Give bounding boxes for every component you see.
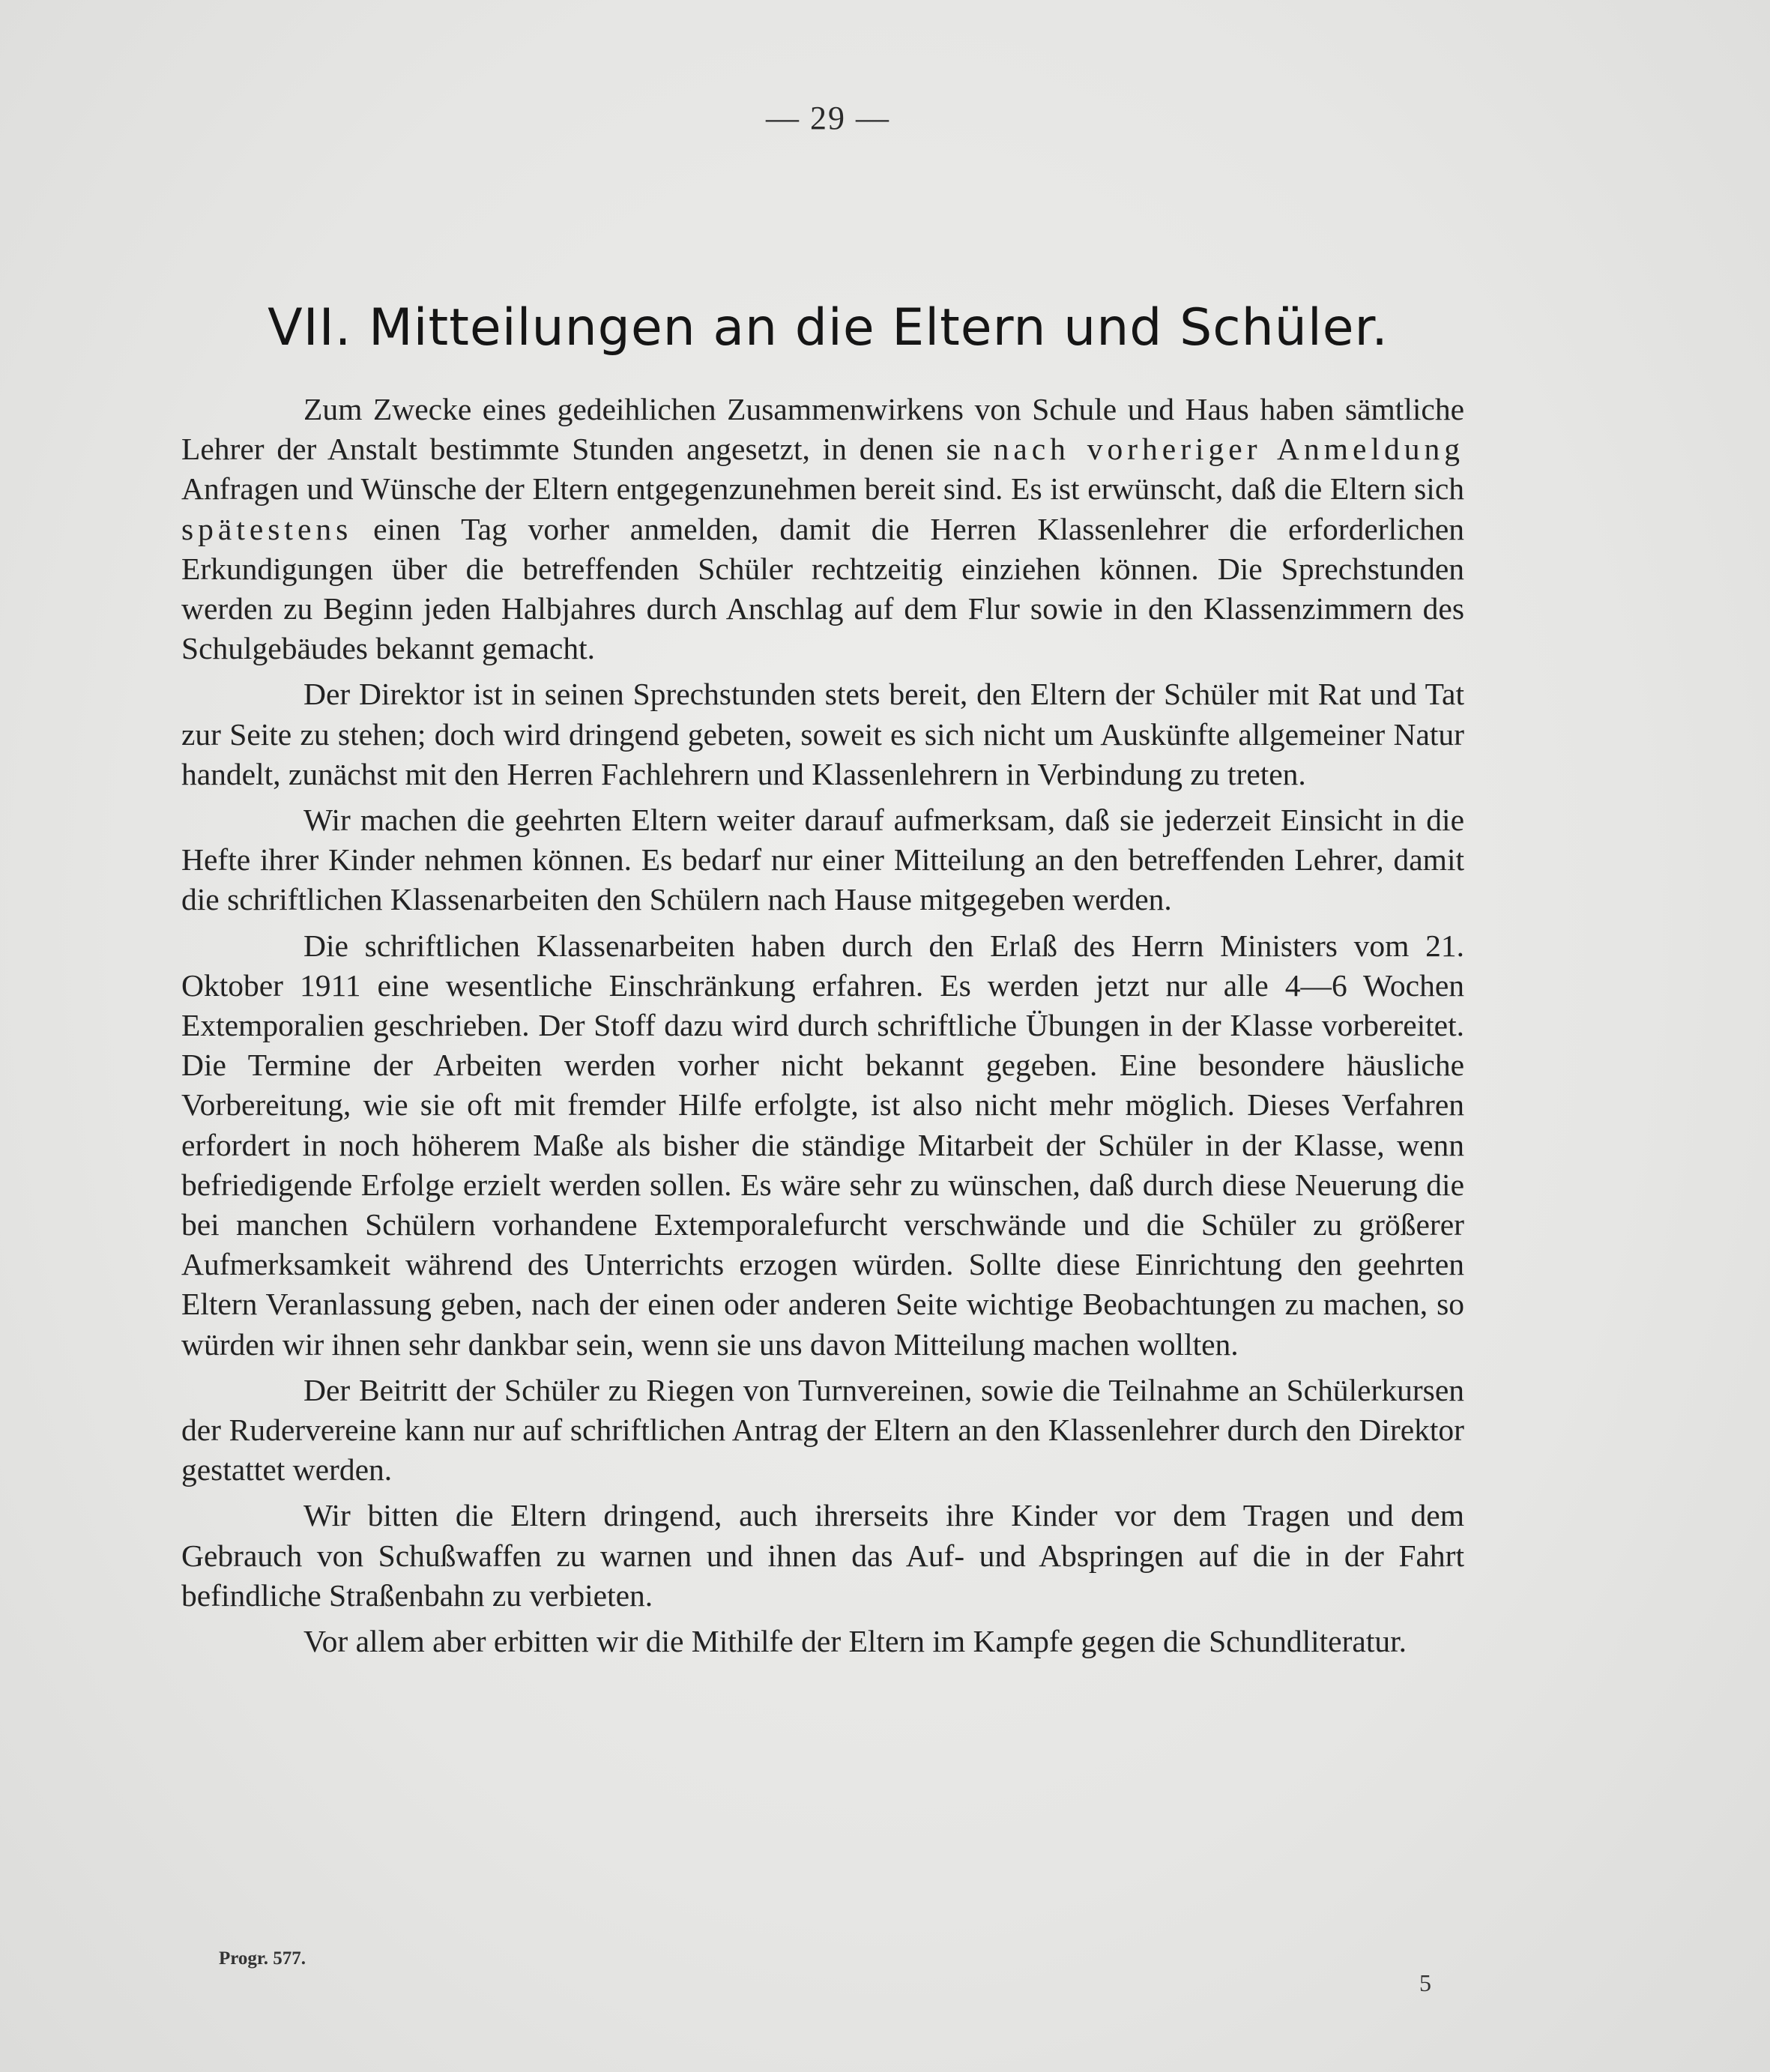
footer-signature: Progr. 577. [219, 1948, 306, 1969]
paragraph-1-spaced-a: nach vorheriger Anmeldung [993, 432, 1465, 467]
paragraph-1-text-c: einen Tag vorher anmelden, damit die Herren Klassenlehrer die erforderlichen Erkundigungen über die betreffenden Schüler rechtzeitig einziehen können. Die Sprechstunden werden zu Beginn jeden Halbjahres durch Anschlag auf dem Flur sowie in den Klassenzimmern des Schulgebäudes bekannt gemacht. [181, 511, 1464, 666]
paragraph-1-text-a: Zum Zwecke eines gedeihlichen Zusammenwirkens von Schule und Haus haben sämtliche Lehrer der Anstalt bestimmte Stunden angesetzt, in denen sie [181, 392, 1464, 467]
footer-sheet-number: 5 [1419, 1969, 1431, 1996]
paragraph-4: Die schriftlichen Klassenarbeiten haben durch den Erlaß des Herrn Ministers vom 21. Oktober 1911 eine wesentliche Einschränkung erfahren. Es werden jetzt nur alle 4—6 Wochen Extemporalien geschrieben. Der Stoff dazu wird durch schriftliche Übungen in der Klasse vorbereitet. Die Termine der Arbeiten werden vorher nicht bekannt gegeben. Eine besondere häusliche Vorbereitung, wie sie oft mit fremder Hilfe erfolgte, ist also nicht mehr möglich. Dieses Verfahren erfordert in noch höherem Maße als bisher die ständige Mitarbeit der Schüler in der Klasse, wenn befriedigende Erfolge erzielt werden sollen. Es wäre sehr zu wünschen, daß durch diese Neuerung die bei manchen Schülern vorhandene Extemporalefurcht verschwände und die Schüler zu größerer Aufmerksamkeit während des Unterrichts erzogen würden. Sollte diese Einrichtung den geehrten Eltern Veranlassung geben, nach der einen oder anderen Seite wichtige Beobachtungen zu machen, so würden wir ihnen sehr dankbar sein, wenn sie uns davon Mitteilung machen wollten. [181, 928, 1464, 1362]
paragraph-1 [181, 390, 1464, 668]
page-number: — 29 — [766, 100, 890, 136]
paragraph-1-spaced-b: spätestens [181, 511, 353, 546]
paragraph-2: Der Direktor ist in seinen Sprechstunden stets bereit, den Eltern der Schüler mit Rat und Tat zur Seite zu stehen; doch wird dringend gebeten, soweit es sich nicht um Auskünfte allgemeiner Natur handelt, zunächst mit den Herren Fachlehrern und Klassenlehrern in Verbindung zu treten. [181, 677, 1464, 791]
paragraph-6: Wir bitten die Eltern dringend, auch ihrerseits ihre Kinder vor dem Tragen und dem Gebrauch von Schußwaffen zu warnen und ihnen das Auf- und Abspringen auf die in der Fahrt befindliche Straßenbahn zu verbieten. [181, 1498, 1464, 1613]
body-text [181, 390, 1464, 1667]
paragraph-7: Vor allem aber erbitten wir die Mithilfe der Eltern im Kampfe gegen die Schundliteratur. [303, 1624, 1407, 1659]
section-heading: VII. Mitteilungen an die Eltern und Schüler. [268, 298, 1389, 357]
paragraph-1-text-b: Anfragen und Wünsche der Eltern entgegenzunehmen bereit sind. Es ist erwünscht, daß die Eltern sich [181, 471, 1464, 507]
paragraph-5: Der Beitritt der Schüler zu Riegen von Turnvereinen, sowie die Teilnahme an Schülerkursen der Rudervereine kann nur auf schriftlichen Antrag der Eltern an den Klassenlehrer durch den Direktor gestattet werden. [181, 1372, 1464, 1487]
paragraph-3: Wir machen die geehrten Eltern weiter darauf aufmerksam, daß sie jederzeit Einsicht in die Hefte ihrer Kinder nehmen können. Es bedarf nur einer Mitteilung an den betreffenden Lehrer, damit die schriftlichen Klassenarbeiten den Schülern nach Hause mitgegeben werden. [181, 803, 1464, 917]
